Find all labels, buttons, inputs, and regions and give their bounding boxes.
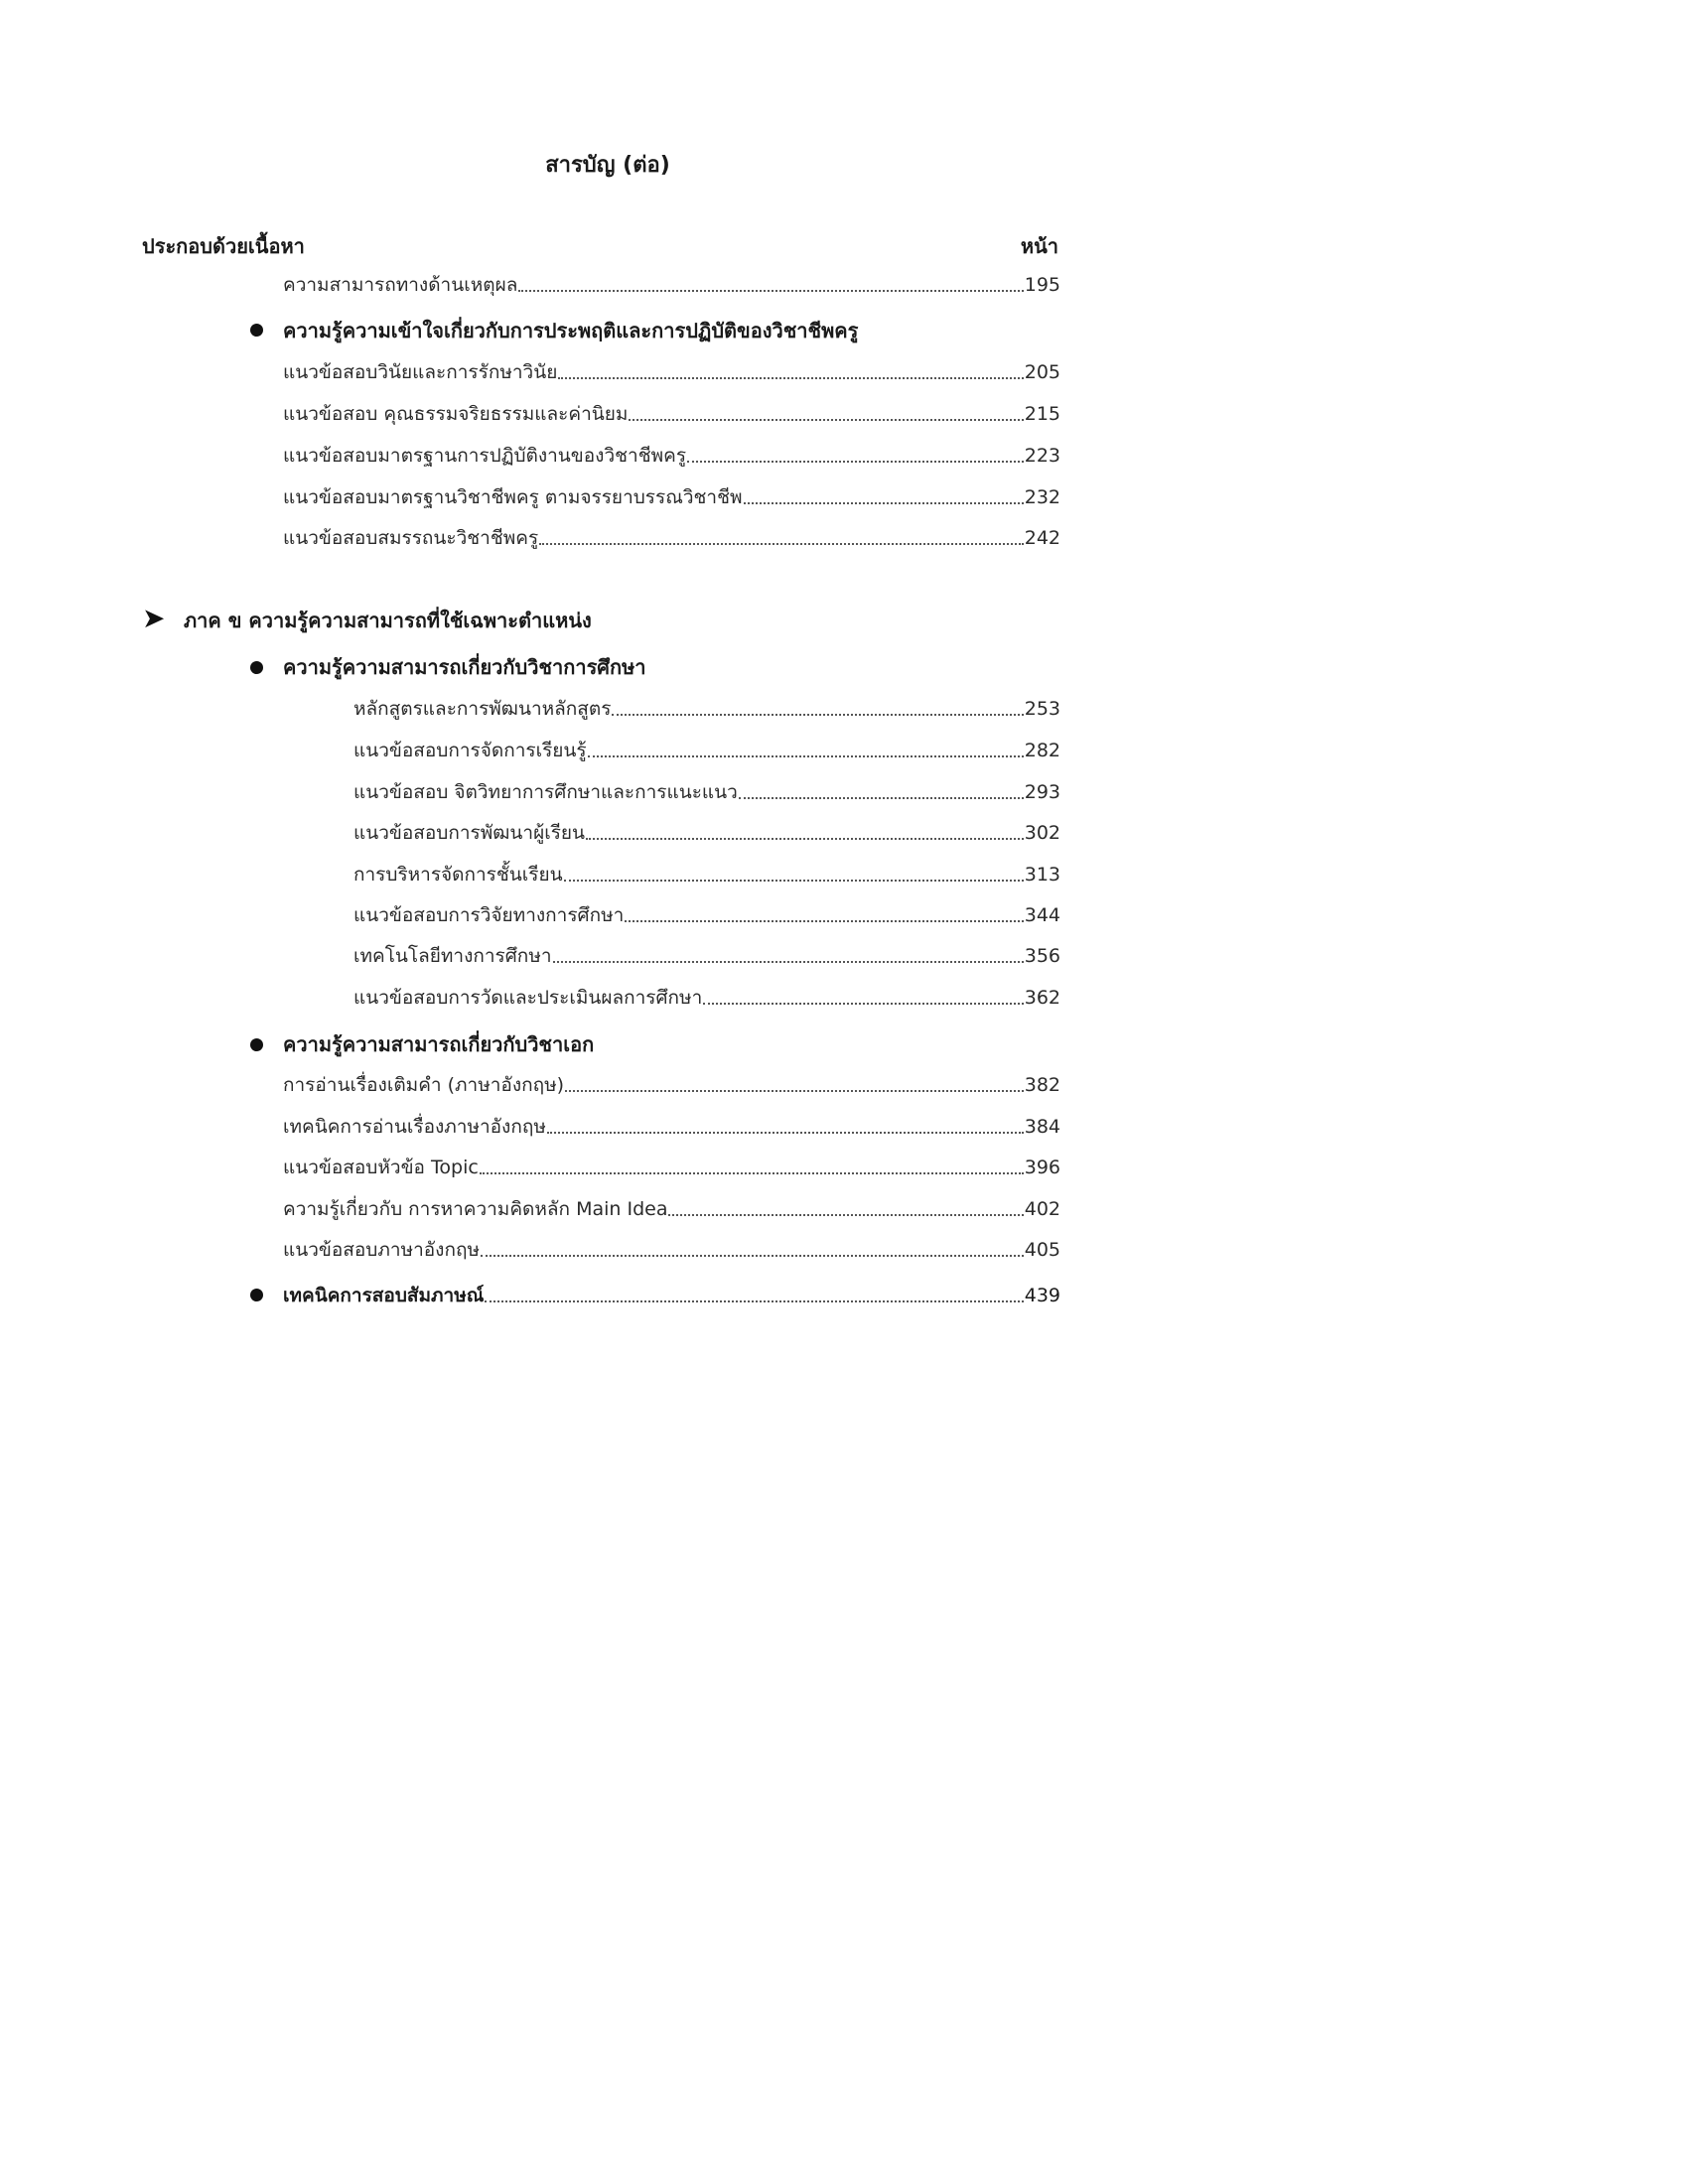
toc-entry-text: แนวข้อสอบการวัดและประเมินผลการศึกษา <box>353 987 703 1009</box>
dot-leader <box>485 1300 1023 1302</box>
toc-entry-page: 302 <box>1024 822 1060 844</box>
bullet-icon <box>250 1038 263 1051</box>
toc-entry-page: 396 <box>1024 1157 1060 1178</box>
dot-leader <box>481 1255 1024 1257</box>
toc-entry-text: แนวข้อสอบ จิตวิทยาการศึกษาและการแนะแนว <box>353 781 738 803</box>
toc-entry-text: ความสามารถทางด้านเหตุผล <box>283 274 518 296</box>
dot-leader <box>668 1214 1023 1216</box>
section-heading: ความรู้ความเข้าใจเกี่ยวกับการประพฤติและการปฏิบัติของวิชาชีพครู <box>283 319 859 342</box>
toc-entry-text: แนวข้อสอบวินัยและการรักษาวินัย <box>283 361 558 383</box>
dot-leader <box>703 1003 1023 1005</box>
toc-entry[interactable] <box>353 818 1060 848</box>
dot-leader <box>539 543 1024 545</box>
dot-leader <box>586 838 1024 840</box>
toc-entry-text: แนวข้อสอบการพัฒนาผู้เรียน <box>353 822 586 844</box>
dot-leader <box>518 290 1023 292</box>
toc-entry[interactable] <box>283 1281 1060 1310</box>
dot-leader <box>558 377 1023 379</box>
toc-entry[interactable] <box>353 983 1060 1013</box>
toc-entry-page: 384 <box>1024 1116 1060 1138</box>
toc-entry-text: แนวข้อสอบมาตรฐานการปฏิบัติงานของวิชาชีพครู <box>283 445 687 467</box>
toc-entry[interactable] <box>283 1194 1060 1224</box>
arrow-bullet-icon: ➤ <box>142 602 166 634</box>
toc-entry[interactable] <box>283 1070 1060 1100</box>
toc-entry-text: หลักสูตรและการพัฒนาหลักสูตร <box>353 698 612 720</box>
toc-entry-text: ความรู้เกี่ยวกับ การหาความคิดหลัก Main Idea <box>283 1198 668 1220</box>
toc-entry[interactable] <box>283 270 1060 300</box>
toc-entry-page: 253 <box>1024 698 1060 720</box>
dot-leader <box>547 1132 1024 1134</box>
dot-leader <box>612 714 1023 716</box>
dot-leader <box>629 419 1023 421</box>
toc-entry-page: 223 <box>1024 445 1060 467</box>
toc-entry[interactable] <box>283 399 1060 429</box>
toc-entry[interactable] <box>283 357 1060 387</box>
toc-entry-text: แนวข้อสอบสมรรถนะวิชาชีพครู <box>283 527 539 549</box>
toc-entry[interactable] <box>283 1112 1060 1142</box>
toc-entry-page: 242 <box>1024 527 1060 549</box>
bullet-icon <box>250 661 263 674</box>
dot-leader <box>687 461 1024 463</box>
toc-entry[interactable] <box>283 523 1060 553</box>
toc-entry[interactable] <box>353 860 1060 889</box>
toc-entry[interactable] <box>353 777 1060 807</box>
toc-entry[interactable] <box>283 482 1060 512</box>
toc-entry-text: แนวข้อสอบการจัดการเรียนรู้ <box>353 740 587 761</box>
toc-entry-page: 215 <box>1024 403 1060 425</box>
contents-header: ประกอบด้วยเนื้อหา <box>142 234 305 258</box>
toc-entry-text: แนวข้อสอบภาษาอังกฤษ <box>283 1239 480 1261</box>
toc-entry-page: 205 <box>1024 361 1060 383</box>
section-heading: ความรู้ความสามารถเกี่ยวกับวิชาเอก <box>283 1032 595 1056</box>
dot-leader <box>625 920 1023 922</box>
toc-entry-text: การบริหารจัดการชั้นเรียน <box>353 864 563 886</box>
page-title: สารบัญ (ต่อ) <box>545 153 670 178</box>
bullet-icon <box>250 324 263 337</box>
dot-leader <box>588 755 1024 757</box>
section-heading: เทคนิคการสอบสัมภาษณ์ <box>283 1285 485 1306</box>
toc-entry-page: 282 <box>1024 740 1060 761</box>
toc-entry-page: 293 <box>1024 781 1060 803</box>
toc-entry[interactable] <box>283 1235 1060 1265</box>
toc-entry-text: เทคโนโลยีทางการศึกษา <box>353 945 552 967</box>
toc-entry-text: แนวข้อสอบ คุณธรรมจริยธรรมและค่านิยม <box>283 403 629 425</box>
toc-entry[interactable] <box>353 736 1060 765</box>
toc-entry-text: แนวข้อสอบการวิจัยทางการศึกษา <box>353 904 625 926</box>
toc-entry-page: 402 <box>1024 1198 1060 1220</box>
toc-entry-page: 195 <box>1024 274 1060 296</box>
page-column-header: หน้า <box>1020 234 1058 258</box>
toc-entry[interactable] <box>283 1153 1060 1182</box>
toc-entry-page: 344 <box>1024 904 1060 926</box>
toc-entry-page: 405 <box>1024 1239 1060 1261</box>
dot-leader <box>564 880 1024 882</box>
dot-leader <box>744 502 1024 504</box>
toc-entry[interactable] <box>283 441 1060 471</box>
toc-entry-page: 362 <box>1024 987 1060 1009</box>
toc-entry-page: 232 <box>1024 486 1060 508</box>
toc-entry-page: 356 <box>1024 945 1060 967</box>
toc-entry[interactable] <box>353 694 1060 724</box>
toc-entry-text: แนวข้อสอบมาตรฐานวิชาชีพครู ตามจรรยาบรรณวิชาชีพ <box>283 486 743 508</box>
dot-leader <box>480 1172 1024 1174</box>
toc-entry[interactable] <box>353 941 1060 971</box>
dot-leader <box>565 1090 1024 1092</box>
bullet-icon <box>250 1289 263 1301</box>
toc-entry-page: 439 <box>1024 1285 1060 1306</box>
dot-leader <box>739 797 1024 799</box>
toc-entry-text: แนวข้อสอบหัวข้อ Topic <box>283 1157 479 1178</box>
toc-entry-page: 313 <box>1024 864 1060 886</box>
section-heading: ความรู้ความสามารถเกี่ยวกับวิชาการศึกษา <box>283 655 646 679</box>
toc-entry-text: การอ่านเรื่องเติมคำ (ภาษาอังกฤษ) <box>283 1074 565 1096</box>
part-heading: ภาค ข ความรู้ความสามารถที่ใช้เฉพาะตำแหน่ง <box>184 609 592 632</box>
toc-entry-text: เทคนิคการอ่านเรื่องภาษาอังกฤษ <box>283 1116 546 1138</box>
toc-entry-page: 382 <box>1024 1074 1060 1096</box>
toc-entry[interactable] <box>353 900 1060 930</box>
dot-leader <box>553 961 1024 963</box>
